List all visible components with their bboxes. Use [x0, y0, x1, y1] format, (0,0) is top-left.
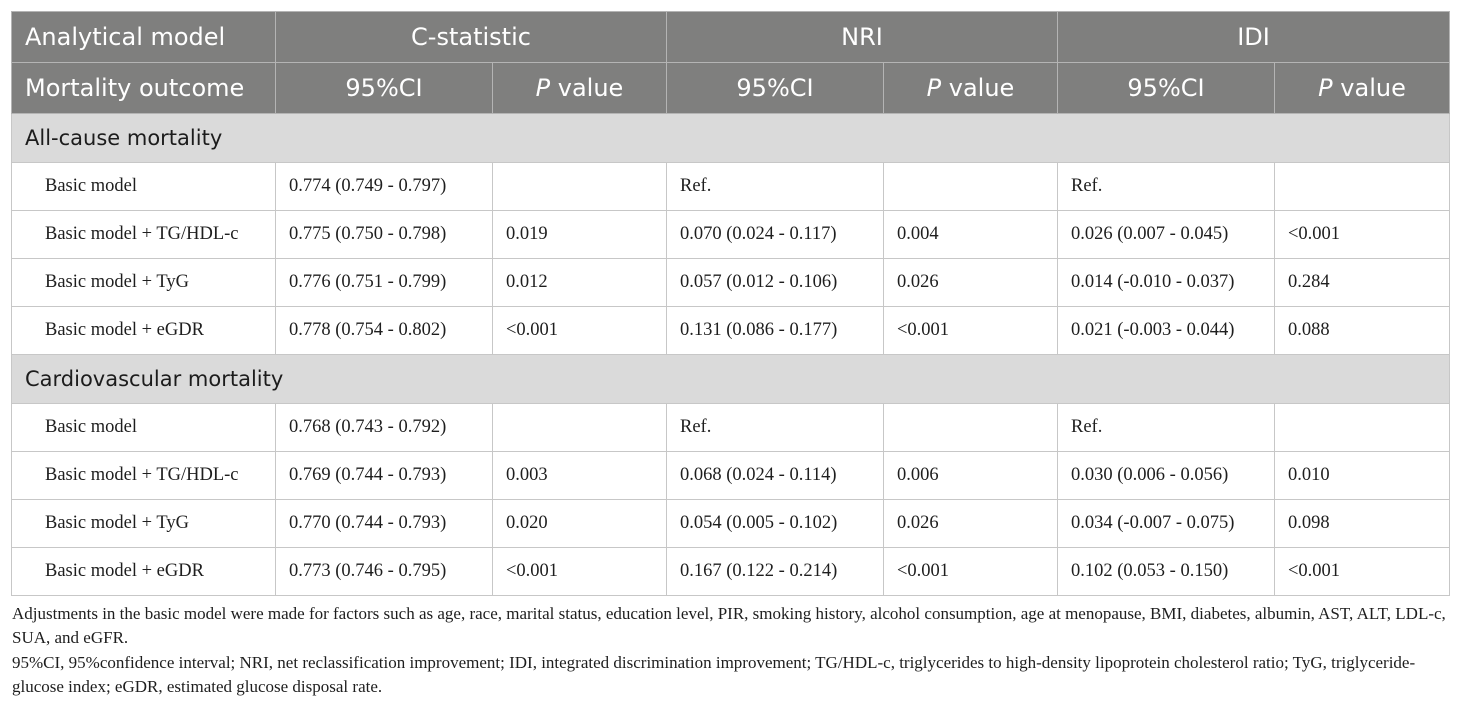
section-title: Cardiovascular mortality [12, 355, 1450, 404]
table-row [12, 452, 1450, 500]
nri-p [884, 404, 1058, 452]
nri-p [884, 163, 1058, 211]
row-label: Basic model + TyG [12, 259, 276, 307]
idi-p [1275, 404, 1450, 452]
header-nri: NRI [667, 12, 1058, 63]
idi-ci: 0.014 (-0.010 - 0.037) [1058, 259, 1275, 307]
c-statistic-p: <0.001 [493, 307, 667, 355]
idi-ci: 0.021 (-0.003 - 0.044) [1058, 307, 1275, 355]
table-row [12, 500, 1450, 548]
table-row [12, 404, 1450, 452]
p-symbol: P [926, 74, 942, 102]
section-row-cardiovascular [12, 355, 1450, 404]
header-c-p-value [493, 63, 667, 114]
nri-p: 0.026 [884, 500, 1058, 548]
row-label: Basic model + TG/HDL-c [12, 452, 276, 500]
idi-p: 0.010 [1275, 452, 1450, 500]
idi-p: <0.001 [1275, 211, 1450, 259]
idi-ci: 0.034 (-0.007 - 0.075) [1058, 500, 1275, 548]
footnote-adjustments: Adjustments in the basic model were made for factors such as age, race, marital status, education level, PIR, smoking history, alcohol consumption, age at menopause, BMI, diabetes, albumin, AST, ALT, LDL-c, SUA, and eGFR. [12, 604, 1446, 647]
table-row [12, 548, 1450, 596]
nri-ci: Ref. [667, 404, 884, 452]
nri-ci: 0.057 (0.012 - 0.106) [667, 259, 884, 307]
idi-p [1275, 163, 1450, 211]
table-header [12, 12, 1450, 114]
header-analytical-model: Analytical model [12, 12, 276, 63]
table-row [12, 259, 1450, 307]
nri-p: <0.001 [884, 307, 1058, 355]
header-c-statistic: C-statistic [276, 12, 667, 63]
row-label: Basic model + TyG [12, 500, 276, 548]
table-row [12, 163, 1450, 211]
p-value-text: value [1332, 74, 1406, 102]
nri-p: 0.026 [884, 259, 1058, 307]
idi-ci: 0.102 (0.053 - 0.150) [1058, 548, 1275, 596]
idi-ci: Ref. [1058, 163, 1275, 211]
row-label: Basic model [12, 163, 276, 211]
row-label: Basic model [12, 404, 276, 452]
idi-p: 0.284 [1275, 259, 1450, 307]
section-row-all-cause [12, 114, 1450, 163]
c-statistic-p [493, 404, 667, 452]
idi-p: 0.088 [1275, 307, 1450, 355]
idi-ci: 0.030 (0.006 - 0.056) [1058, 452, 1275, 500]
table-row [12, 307, 1450, 355]
nri-ci: 0.167 (0.122 - 0.214) [667, 548, 884, 596]
header-row-groups [12, 12, 1450, 63]
c-statistic-p: 0.020 [493, 500, 667, 548]
idi-p: <0.001 [1275, 548, 1450, 596]
nri-ci: 0.068 (0.024 - 0.114) [667, 452, 884, 500]
nri-p: 0.006 [884, 452, 1058, 500]
p-symbol: P [1318, 74, 1333, 102]
p-value-text: value [550, 74, 624, 102]
nri-p: 0.004 [884, 211, 1058, 259]
header-idi: IDI [1058, 12, 1450, 63]
c-statistic-ci: 0.778 (0.754 - 0.802) [276, 307, 493, 355]
table-body [12, 114, 1450, 596]
c-statistic-p: 0.012 [493, 259, 667, 307]
row-label: Basic model + eGDR [12, 548, 276, 596]
header-idi-ci: 95%CI [1058, 63, 1275, 114]
results-table [11, 11, 1450, 596]
section-title: All-cause mortality [12, 114, 1450, 163]
header-nri-p-value [884, 63, 1058, 114]
row-label: Basic model + eGDR [12, 307, 276, 355]
idi-p: 0.098 [1275, 500, 1450, 548]
nri-ci: 0.054 (0.005 - 0.102) [667, 500, 884, 548]
c-statistic-ci: 0.769 (0.744 - 0.793) [276, 452, 493, 500]
footnote-abbreviations: 95%CI, 95%confidence interval; NRI, net reclassification improvement; IDI, integrated discrimination improvement; TG/HDL-c, triglycerides to high-density lipoprotein cholesterol ratio; TyG, triglyceride-glucose index; eGDR, estimated glucose disposal rate. [12, 653, 1416, 696]
header-idi-p-value [1275, 63, 1450, 114]
row-label: Basic model + TG/HDL-c [12, 211, 276, 259]
c-statistic-p [493, 163, 667, 211]
c-statistic-ci: 0.770 (0.744 - 0.793) [276, 500, 493, 548]
idi-ci: Ref. [1058, 404, 1275, 452]
nri-ci: 0.070 (0.024 - 0.117) [667, 211, 884, 259]
c-statistic-ci: 0.773 (0.746 - 0.795) [276, 548, 493, 596]
c-statistic-p: <0.001 [493, 548, 667, 596]
c-statistic-ci: 0.776 (0.751 - 0.799) [276, 259, 493, 307]
header-mortality-outcome: Mortality outcome [12, 63, 276, 114]
header-nri-ci: 95%CI [667, 63, 884, 114]
nri-p: <0.001 [884, 548, 1058, 596]
p-value-text: value [941, 74, 1015, 102]
c-statistic-ci: 0.774 (0.749 - 0.797) [276, 163, 493, 211]
c-statistic-p: 0.003 [493, 452, 667, 500]
c-statistic-ci: 0.768 (0.743 - 0.792) [276, 404, 493, 452]
nri-ci: Ref. [667, 163, 884, 211]
nri-ci: 0.131 (0.086 - 0.177) [667, 307, 884, 355]
p-symbol: P [535, 74, 551, 102]
idi-ci: 0.026 (0.007 - 0.045) [1058, 211, 1275, 259]
c-statistic-p: 0.019 [493, 211, 667, 259]
header-row-subcolumns [12, 63, 1450, 114]
header-c-ci: 95%CI [276, 63, 493, 114]
c-statistic-ci: 0.775 (0.750 - 0.798) [276, 211, 493, 259]
table-row [12, 211, 1450, 259]
